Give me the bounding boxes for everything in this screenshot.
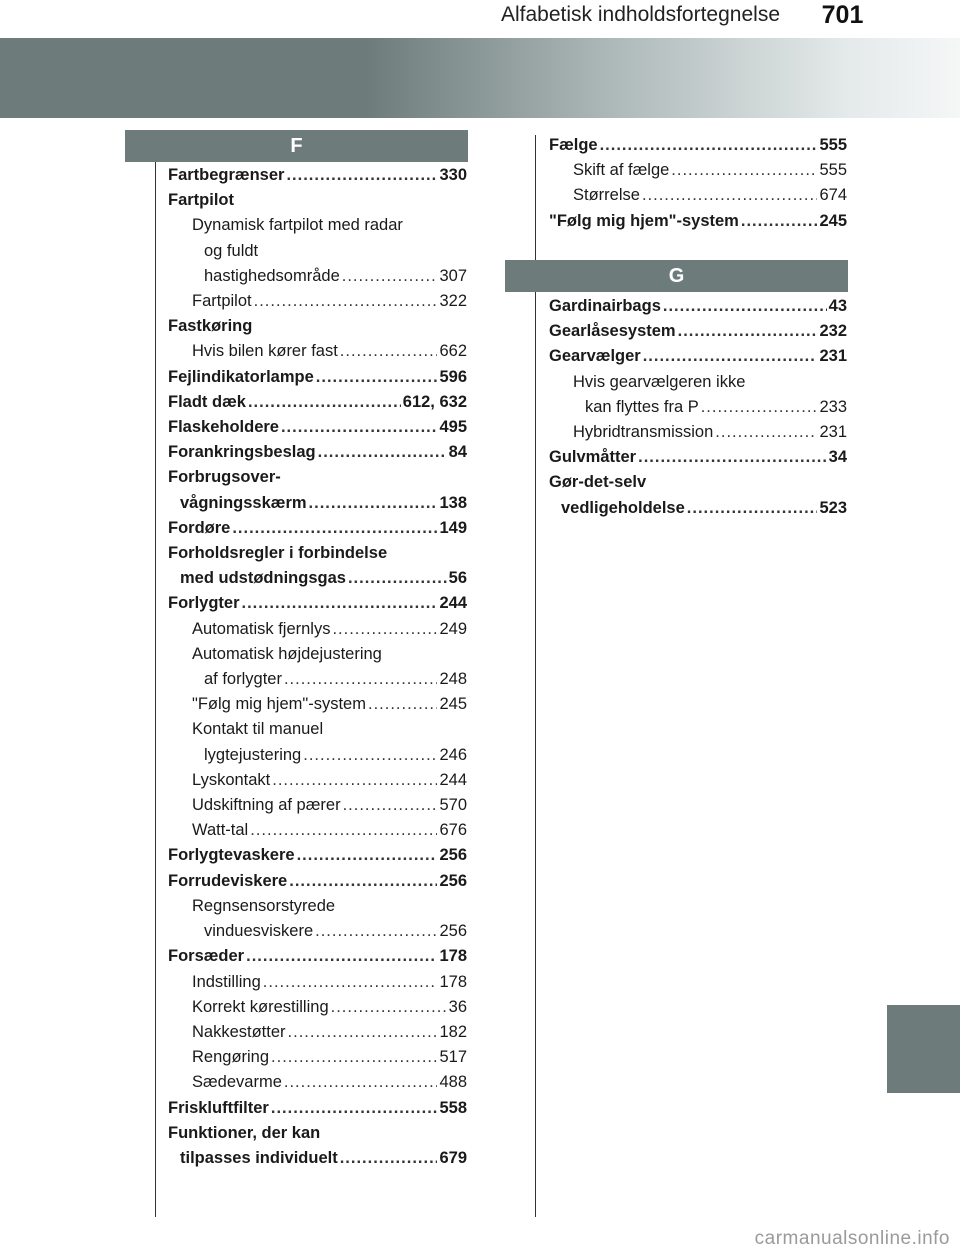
index-entry bbox=[168, 818, 467, 843]
entry-page-number: 256 bbox=[439, 871, 467, 890]
index-entry bbox=[168, 440, 467, 465]
leader-dots bbox=[642, 183, 818, 208]
index-entry bbox=[549, 496, 847, 521]
index-entry bbox=[168, 970, 467, 995]
leader-dots bbox=[342, 264, 438, 289]
entry-label: Flaskeholdere bbox=[168, 418, 279, 437]
leader-dots bbox=[600, 133, 818, 158]
index-entry bbox=[168, 843, 467, 868]
entry-page-number: 555 bbox=[819, 136, 847, 154]
leader-dots bbox=[348, 566, 447, 591]
entry-page-number: 488 bbox=[439, 1073, 467, 1092]
header-gradient-band bbox=[0, 38, 960, 118]
entry-label: Korrekt kørestilling bbox=[192, 997, 329, 1016]
index-entry bbox=[168, 768, 467, 793]
index-entry bbox=[549, 319, 847, 344]
leader-dots bbox=[741, 209, 818, 234]
entry-label: Friskluftfilter bbox=[168, 1098, 269, 1117]
index-entry bbox=[168, 919, 467, 944]
leader-dots bbox=[272, 768, 437, 793]
entry-label: Hvis gearvælgeren ikke bbox=[573, 372, 746, 391]
index-entry bbox=[168, 365, 467, 390]
entry-label: Fastkøring bbox=[168, 317, 253, 336]
index-entry bbox=[168, 667, 467, 692]
index-entry bbox=[168, 591, 467, 616]
entry-label: Dynamisk fartpilot med radar bbox=[192, 216, 403, 235]
index-entry bbox=[168, 894, 467, 919]
entry-label: Fælge bbox=[549, 136, 598, 154]
entry-label: Gearlåsesystem bbox=[549, 322, 676, 341]
leader-dots bbox=[715, 420, 817, 445]
index-entry bbox=[168, 1020, 467, 1045]
index-entry bbox=[549, 420, 847, 445]
index-entry bbox=[168, 516, 467, 541]
index-entry bbox=[549, 445, 847, 470]
index-entry bbox=[168, 566, 467, 591]
leader-dots bbox=[309, 491, 438, 516]
leader-dots bbox=[331, 995, 447, 1020]
leader-dots bbox=[638, 445, 827, 470]
entry-label: tilpasses individuelt bbox=[180, 1148, 338, 1167]
index-entry bbox=[168, 1146, 467, 1171]
entry-label: Lyskontakt bbox=[192, 770, 271, 789]
entry-page-number: 679 bbox=[439, 1148, 467, 1167]
entry-label: Automatisk fjernlys bbox=[192, 619, 331, 638]
entry-page-number: 662 bbox=[439, 342, 467, 361]
side-tab-marker bbox=[887, 1005, 960, 1093]
header-title: Alfabetisk indholdsfortegnelse bbox=[500, 3, 780, 26]
index-entry bbox=[168, 188, 467, 213]
leader-dots bbox=[340, 1146, 438, 1171]
index-entry bbox=[549, 133, 847, 158]
entry-label: Kontakt til manuel bbox=[192, 720, 324, 739]
entry-page-number: 138 bbox=[439, 493, 467, 512]
index-entry bbox=[168, 642, 467, 667]
section-letter-g: G bbox=[668, 265, 685, 287]
entry-page-number: 555 bbox=[819, 161, 847, 180]
leader-dots bbox=[678, 319, 818, 344]
entry-page-number: 231 bbox=[819, 423, 847, 442]
index-entry bbox=[549, 294, 847, 319]
entry-page-number: 307 bbox=[439, 266, 467, 285]
index-entry bbox=[168, 339, 467, 364]
leader-dots bbox=[671, 158, 817, 183]
entry-page-number: 245 bbox=[439, 695, 467, 714]
page-number: 701 bbox=[790, 0, 895, 34]
entry-page-number: 178 bbox=[439, 972, 467, 991]
entry-label: Hvis bilen kører fast bbox=[192, 342, 338, 361]
entry-label: Fartpilot bbox=[168, 191, 234, 210]
entry-label: og fuldt bbox=[204, 241, 259, 260]
entry-label: Automatisk højdejustering bbox=[192, 644, 382, 663]
entry-label: Forholdsregler i forbindelse bbox=[168, 544, 388, 563]
entry-page-number: 517 bbox=[439, 1048, 467, 1067]
entry-label: Fejlindikatorlampe bbox=[168, 367, 314, 386]
entry-label: "Følg mig hjem"-system bbox=[549, 211, 739, 230]
column-divider-right bbox=[535, 135, 536, 1217]
section-header-f bbox=[125, 130, 468, 162]
entry-page-number: 231 bbox=[819, 347, 847, 366]
index-entry bbox=[168, 239, 467, 264]
entry-label: Udskiftning af pærer bbox=[192, 796, 341, 815]
leader-dots bbox=[246, 944, 437, 969]
index-entry bbox=[168, 314, 467, 339]
entry-page-number: 523 bbox=[819, 498, 847, 517]
entry-page-number: 570 bbox=[439, 796, 467, 815]
entry-label: hastighedsområde bbox=[204, 266, 340, 285]
entry-page-number: 245 bbox=[819, 211, 847, 230]
index-entry bbox=[168, 264, 467, 289]
entry-label: Regnsensorstyrede bbox=[192, 896, 336, 915]
leader-dots bbox=[315, 919, 437, 944]
entry-label: Gearvælger bbox=[549, 347, 641, 366]
entry-label: vedligeholdelse bbox=[561, 498, 685, 517]
entry-page-number: 322 bbox=[439, 292, 467, 311]
leader-dots bbox=[254, 289, 438, 314]
entry-label: Forsæder bbox=[168, 947, 245, 966]
entry-label: Skift af fælge bbox=[573, 161, 670, 180]
entry-page-number: 244 bbox=[439, 770, 467, 789]
index-entry bbox=[168, 717, 467, 742]
index-entry bbox=[168, 995, 467, 1020]
column-divider-left bbox=[155, 162, 156, 1217]
leader-dots bbox=[687, 496, 818, 521]
index-entry bbox=[168, 465, 467, 490]
leader-dots bbox=[663, 294, 827, 319]
index-entry bbox=[168, 1096, 467, 1121]
leader-dots bbox=[284, 1070, 438, 1095]
leader-dots bbox=[286, 163, 437, 188]
section-letter-f: F bbox=[290, 135, 303, 157]
entry-page-number: 674 bbox=[819, 186, 847, 205]
leader-dots bbox=[643, 344, 818, 369]
entry-page-number: 182 bbox=[439, 1022, 467, 1041]
leader-dots bbox=[288, 1020, 438, 1045]
index-entry bbox=[549, 158, 847, 183]
leader-dots bbox=[281, 415, 438, 440]
index-entry bbox=[549, 344, 847, 369]
index-column-right-top bbox=[549, 133, 847, 234]
index-entry bbox=[168, 617, 467, 642]
leader-dots bbox=[303, 743, 437, 768]
entry-label: Gardinairbags bbox=[549, 297, 661, 315]
section-header-g bbox=[505, 260, 848, 292]
index-entry bbox=[549, 395, 847, 420]
entry-label: Indstilling bbox=[192, 972, 261, 991]
entry-label: Fartpilot bbox=[192, 292, 252, 311]
entry-page-number: 256 bbox=[439, 922, 467, 941]
entry-page-number: 558 bbox=[439, 1098, 467, 1117]
entry-label: Forankringsbeslag bbox=[168, 443, 316, 462]
index-entry bbox=[549, 209, 847, 234]
entry-page-number: 233 bbox=[819, 397, 847, 416]
entry-label: Forrudeviskere bbox=[168, 871, 288, 890]
entry-label: Sædevarme bbox=[192, 1073, 282, 1092]
index-entry bbox=[549, 470, 847, 495]
leader-dots bbox=[248, 390, 401, 415]
entry-page-number: 232 bbox=[819, 322, 847, 341]
entry-page-number: 43 bbox=[828, 297, 847, 315]
leader-dots bbox=[289, 869, 437, 894]
index-entry bbox=[168, 1045, 467, 1070]
entry-page-number: 612, 632 bbox=[402, 392, 467, 411]
index-entry bbox=[168, 793, 467, 818]
entry-label: lygtejustering bbox=[204, 745, 302, 764]
entry-page-number: 249 bbox=[439, 619, 467, 638]
index-column-left bbox=[168, 163, 467, 1171]
entry-page-number: 149 bbox=[439, 518, 467, 537]
entry-label: Nakkestøtter bbox=[192, 1022, 286, 1041]
leader-dots bbox=[284, 667, 438, 692]
entry-label: Forbrugsover- bbox=[168, 468, 281, 487]
index-entry bbox=[168, 1121, 467, 1146]
entry-page-number: 36 bbox=[448, 997, 467, 1016]
entry-label: vinduesviskere bbox=[204, 922, 314, 941]
entry-page-number: 676 bbox=[439, 821, 467, 840]
entry-label: kan flyttes fra P bbox=[585, 397, 699, 416]
entry-page-number: 330 bbox=[439, 166, 467, 184]
entry-page-number: 56 bbox=[448, 569, 467, 588]
entry-page-number: 248 bbox=[439, 670, 467, 689]
leader-dots bbox=[242, 591, 438, 616]
entry-page-number: 34 bbox=[828, 448, 847, 467]
entry-label: Fordøre bbox=[168, 518, 231, 537]
index-entry bbox=[168, 289, 467, 314]
entry-label: Gulvmåtter bbox=[549, 448, 637, 467]
entry-label: Fartbegrænser bbox=[168, 166, 285, 184]
entry-label: Størrelse bbox=[573, 186, 640, 205]
leader-dots bbox=[232, 516, 437, 541]
entry-page-number: 246 bbox=[439, 745, 467, 764]
entry-label: "Følg mig hjem"-system bbox=[192, 695, 366, 714]
leader-dots bbox=[343, 793, 438, 818]
entry-page-number: 84 bbox=[448, 443, 467, 462]
entry-label: med udstødningsgas bbox=[180, 569, 346, 588]
entry-page-number: 244 bbox=[439, 594, 467, 613]
index-entry bbox=[549, 370, 847, 395]
entry-label: af forlygter bbox=[204, 670, 282, 689]
index-entry bbox=[168, 541, 467, 566]
leader-dots bbox=[332, 617, 437, 642]
leader-dots bbox=[701, 395, 818, 420]
entry-page-number: 256 bbox=[439, 846, 467, 865]
entry-label: vågningsskærm bbox=[180, 493, 307, 512]
index-entry bbox=[168, 944, 467, 969]
entry-page-number: 178 bbox=[439, 947, 467, 966]
leader-dots bbox=[263, 970, 438, 995]
entry-label: Gør-det-selv bbox=[549, 473, 647, 492]
index-entry bbox=[168, 213, 467, 238]
index-entry bbox=[168, 390, 467, 415]
leader-dots bbox=[271, 1045, 437, 1070]
leader-dots bbox=[318, 440, 447, 465]
entry-label: Funktioner, der kan bbox=[168, 1123, 321, 1142]
leader-dots bbox=[250, 818, 437, 843]
entry-label: Rengøring bbox=[192, 1048, 270, 1067]
entry-page-number: 495 bbox=[439, 418, 467, 437]
entry-label: Hybridtransmission bbox=[573, 423, 714, 442]
leader-dots bbox=[297, 843, 438, 868]
entry-label: Forlygtevaskere bbox=[168, 846, 295, 865]
index-column-right-g bbox=[549, 294, 847, 521]
watermark: carmanualsonline.info bbox=[754, 1228, 950, 1249]
index-entry bbox=[168, 743, 467, 768]
index-entry bbox=[168, 692, 467, 717]
leader-dots bbox=[368, 692, 437, 717]
entry-page-number: 596 bbox=[439, 367, 467, 386]
leader-dots bbox=[316, 365, 438, 390]
index-entry bbox=[168, 415, 467, 440]
leader-dots bbox=[271, 1096, 438, 1121]
entry-label: Fladt dæk bbox=[168, 392, 246, 411]
index-entry bbox=[168, 491, 467, 516]
entry-label: Watt-tal bbox=[192, 821, 249, 840]
leader-dots bbox=[340, 339, 438, 364]
index-entry bbox=[168, 163, 467, 188]
index-entry bbox=[168, 869, 467, 894]
index-entry bbox=[549, 183, 847, 208]
entry-label: Forlygter bbox=[168, 594, 240, 613]
index-entry bbox=[168, 1070, 467, 1095]
